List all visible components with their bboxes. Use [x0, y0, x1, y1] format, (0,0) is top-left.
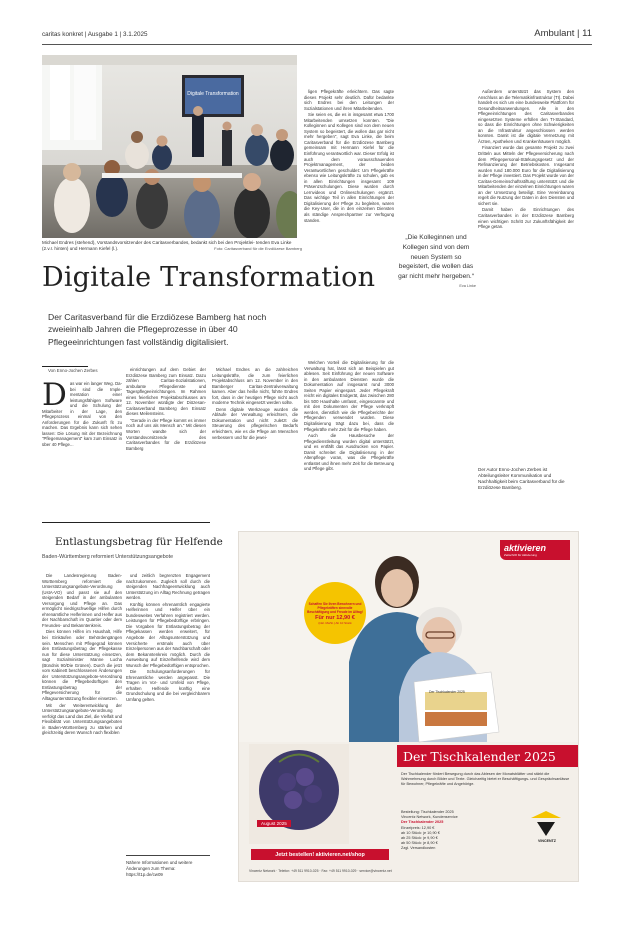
- order-line: Der Tischkalender 2025: [401, 820, 444, 825]
- article-paragraph: einrichtungen auf dem Gebiet der Erzdiözese Bamberg zum Einsatz. Dazu zählen Caritas-Sozialstationen, ambulante Pflegedienste und Tagespflegeeinrichtungen. Im Rahmen eines feierlichen Projektabschlusses am 12. November würdigte der Diözesan-Caritasverband Bamberg den Einsatz dieses Meilensteins.: [126, 367, 206, 417]
- sidebar-paragraph: Dies können Hilfen im Haushalt, Hilfe bei Einkäufen oder Behördengängen sein. Menschen mit Pflegegrad können den Entlastungsbetrag der Pflegekasse nun für diese Unterstützung einsetzen, sagt Sozialminister Manne Lucha (Bündnis 90/Die Grünen). Durch die jetzt vom Kabinett beschlossenen Änderungen der Unterstützungsangebote-Verordnung können die Pflegebedürftigen den Entlastungsbetrag der Pflegeversicherung für die Alltagsunterstützung flexibler einsetzen.: [42, 629, 122, 702]
- order-line: Einzelpreis: 12,90 €: [401, 825, 435, 830]
- article-col-4: [304, 89, 394, 359]
- header-rule: [42, 44, 592, 45]
- article-col-2: [126, 367, 206, 517]
- article-paragraph: Damit haben die Einrichtungen des Caritasverbandes in der Erzdiözese Bamberg einen wichtigen Schritt zur Zukunftsfähigkeit der Pflege getan.: [478, 207, 574, 230]
- sidebar-rule: [42, 522, 210, 523]
- photo-caption-text: Michael Endres (stehend), Vorstandsvorsitzender des Caritasverbandes, bedankt sich bei den Projektlei- tenden Eva Linke (2.v.r. hinten) und Hermann Kiefel (l.).: [42, 240, 292, 251]
- pull-quote-attribution: Eva Linke: [459, 283, 476, 288]
- advertisement: [238, 531, 579, 882]
- sidebar-col-2: [126, 573, 210, 831]
- order-line: ab 25 Stück: je 9,90 €: [401, 836, 438, 841]
- ad-cta-button[interactable]: [251, 849, 389, 860]
- article-col-1-text: as war ein langer Weg. Da- bei sind die Imple- mentation einer leistungsfähigen Software und die Schulung der Mitarbeiter in der Lage, den Pflegeprozess einmal von den Anforderungen für die Zukunft fit zu machen. Das Ergebnis kann sich sehen lassen: Die Lösung mit der Bezeichnung "Pflegemanagement" kam zum Einsatz in über 40 Pflege...: [42, 381, 122, 448]
- article-paragraph: Welchen Vorteil die Digitalisierung für die Verwaltung hat, lässt sich an Beispielen gut ablesen. Seit Einführung der neuen Software in den ambulanten Diensten wurde die Dokumentation auf insgesamt rund 3000 Seiten Papier eingespart. Jeder Pflegekraft reicht ein digitales Endgerät, das zwischen 280 bis 500 Haushalte umfasst, eingescannte und mit den Dokumenten der Pflege verknüpft werden, dienstlich wie die Pflegeberichte der Pflegenden verwendet wurden. Diese Digitalisierung trägt dazu bei, dass die Pflegekräfte mehr Zeit für die Pflege haben.: [304, 360, 394, 432]
- article-paragraph: Auch die Hausbesuche der Pflegedienstleitung wurden digital unterstützt, und es entfällt das Ausdrucken von Papier. Damit schreitet die Digitalisierung in der Altenpflege voran, was die Pflegekräfte entlastet und ihnen mehr Zeit für die Betreuung und Pflege gibt.: [304, 433, 394, 472]
- article-paragraph: ligen Pflegekräfte erleichtern. Das sagte dieses Projekt sehr deutlich. Dafür bedankte sich Endres bei den Leitungen der Sozialstationen und ihren Mitarbeitenden.: [304, 89, 394, 111]
- sidebar-subhead: Baden-Württemberg reformiert Unterstützungsangebote: [42, 554, 174, 560]
- pull-quote-text: „Die Kolleginnen und Kollegen sind von dem neuen System so begeistert, die wollen das gar nicht mehr hergeben.“: [398, 234, 474, 281]
- article-paragraph: Finanziert wurde das gesamte Projekt zu zwei Dritteln aus Mitteln der Pflegeversicherung nach dem Pflegepersonal-Stärkungsgesetz und der Refinanzierung der Betriebskosten. Insgesamt wurden rund 180.000 Euro für die Digitalisierung in der Pflege investiert. Das Projekt wurde von der Caritas-Gemeinschaftsstiftung unterstützt und die Mitarbeitenden der einzelnen Einrichtungen waren an der Umsetzung beteiligt. Eine Vereinbarung regelt die Nutzung der Daten in den Diensten und sichert sie.: [478, 145, 574, 206]
- ad-tagline: Der Tischkalender 2025: [403, 748, 556, 764]
- article-paragraph: "Gerade in der Pflege kommt es immer noch auf uns als Mensch an." Mit diesen Worten wandte sich der Vorstandsvorsitzende des Caritasverbandes für die Erzdiözese Bamberg: [126, 417, 206, 451]
- article-headline: Digitale Transformation: [42, 262, 376, 293]
- ad-brand-name: aktivieren: [504, 543, 547, 553]
- article-paragraph: Sie seien es, die es in insgesamt etwa 1700 Mitarbeitenden umsetzen konnten. "Die Kolleginnen und Kollegen sind von dem neuen System so begeistert, die wollen das gar nicht mehr hergeben", sagt Eva Linke, die beim Caritasverband für die Erzdiözese Bamberg gemeinsam mit Hermann Kiefel für die Einführung verantwortlich war. Dieser Erfolg ist auch dem vorausschauenden Projektmanagement, der beiden Verantwortlichen geschuldet: Um Pflegekräfte ebenso wie Leitungskräfte zu schulen, gab es in allen Einrichtungen insgesamt 109 Präsenzschulungen. Diese wurden durch Lernvideos und Onlineschulungen ergänzt. Das wichtige Teil in allen Einrichtungen der Digitalisierung der Pflege zu begleiten, waren die Key-User, die in den einzelnen Diensten als ständige Ansprechpartner zur Verfügung standen.: [304, 112, 394, 223]
- order-line: ab 10 Stück: je 10,90 €: [401, 830, 440, 835]
- price-starburst: [304, 582, 366, 644]
- article-col-5: [304, 360, 394, 518]
- screen-label: Digitale Transformation: [187, 91, 239, 97]
- dropcap: D: [42, 381, 67, 413]
- ad-order-box: [401, 810, 497, 852]
- byline-rule: [42, 366, 88, 367]
- article-col-6: [478, 89, 574, 447]
- pull-quote: [396, 233, 476, 288]
- ad-publisher: VINCENTZ: [538, 839, 556, 843]
- article-col-1: [42, 381, 122, 517]
- ad-tagline-banner: [397, 745, 578, 767]
- photo-credit: Foto: Caritasverband für die Erzdiözese Bamberg: [214, 246, 302, 251]
- starburst-text: Schaffen Sie Ihren Bewohnern und Pflegekräften sinnvolle Beschäftigung und Freude im Alltag!: [307, 601, 363, 614]
- main-photo: [42, 55, 297, 238]
- sidebar-notice-text: Nähere Informationen und weitere Änderungen zum Thema: https://t1p.de/cw09: [126, 860, 193, 877]
- ad-cta-label: Jetzt bestellen! aktivieren.net/shop: [275, 851, 365, 858]
- sidebar-paragraph: Künftig können ehrenamtlich engagierte Helferinnen und Helfer über ein bundesweites Verfahren registriert werden. Leistungen für Pflegebedürftige erbringen. Die Vorgaben für Entlastungsbetrag der Pflegekassen werden erweitert, für Angebote der Alltagsunterstützung und Versicherte erstmals auch über Einzelpersonen aus der Nachbarschaft oder dem Bekanntenkreis möglich. Durch die Ausweitung auf Einzelhelfende wird dem Wunsch der Pflegebedürftigen entsprochen.: [126, 601, 210, 668]
- order-line: Zzgl. Versandkosten: [401, 846, 436, 851]
- ad-footer: Vincentz Network · Telefon: +49 511 9910-025 · Fax: +49 511 9910-029 · service@vincentz.net: [249, 869, 392, 873]
- page-header-left: caritas konkret | Ausgabe 1 | 3.1.2025: [42, 31, 148, 38]
- sidebar-col-1: [42, 573, 122, 887]
- sidebar-headline: Entlastungsbetrag für Helfende: [55, 536, 223, 548]
- price-label: Für nur 12,90 €: [315, 614, 355, 621]
- ad-month-label: August 2025: [257, 820, 291, 827]
- sidebar-notice: [126, 855, 210, 878]
- sidebar-paragraph: und zeitlich begrenzten Engagement nachzukommen. Zugleich soll durch die steigenden Nachfrageentwicklung auch Unterstützung im Alltag Rechnung getragen werden.: [126, 573, 210, 601]
- ad-brand-sub: Zeitschrift für Aktivierung: [504, 553, 537, 557]
- article-lead: Der Caritasverband für die Erzdiözese Bamberg hat noch zweieinhalb Jahren die Pflegeprozesse in über 40 Pflegeeinrichtungen fast vollständig digitalisiert.: [48, 312, 267, 347]
- price-sub: (inkl. MwSt.) Ab 10 Stück: [318, 620, 352, 625]
- author-note: Der Autor Enno-Jochen Zerbes ist Abteilungsleiter Kommunikation und Nachhaltigkeit beim Caritasverband für die Erzdiözese Bamberg.: [478, 467, 565, 491]
- article-paragraph: Denn digitale Werkzeuge wurden die Abläufe der Verwaltung erleichtern, die Dokumentation und nicht zuletzt die Steuerung des pflegerischen Bedarfs erleichtern, wie es die Pflege am Menschen verbessern und für die jewei-: [212, 406, 298, 440]
- article-byline: Von Enno-Jochen Zerbes: [48, 368, 98, 373]
- calendar-title: Der Tischkalender 2025: [429, 690, 465, 694]
- ad-brand: [500, 540, 570, 560]
- page-header-right: Ambulant | 11: [534, 28, 592, 39]
- ad-description: Der Tischkalender fördert Bewegung durch das Ablesen der Monatsblätter und stärkt die Wahrnehmung durch Bilder und Texte. Gleichzeitig bietet er Beschäftigungs- und Gesprächsanlässe für Bewohner, Pflegekräfte und Angehörige.: [401, 772, 570, 786]
- article-paragraph: Außerdem unterstützt das System den Anschluss an die Telematikinfrastruktur (TI). Dabei handelt es sich um eine bundesweite Plattform für Gesundheitsanwendungen. Alle in den Pflegeeinrichtungen des Caritasverbandes eingesetzten Systeme erfüllen den TI-Standard, so dass die Einrichtungen ohne Schwierigkeiten an die Infrastruktur angeschlossen werden konnten. Damit ist die digitale Vernetzung mit Ärzten, Apotheken und Krankenhäusern möglich.: [478, 89, 574, 144]
- sidebar-paragraph: Die Landesregierung Baden-Württemberg reformiert die Unterstützungsangebote-Verordnung (UstA-VO) und passt sie auf den steigenden Bedarf in der ambulanten Versorgung und Pflege an. Das ermöglicht niedrigschwellige Hilfen durch ehrenamtliche Helferinnen und Helfer aus der Nachbarschaft im Quartier oder dem Freundes- und Bekanntenkreis.: [42, 573, 122, 628]
- article-col-3: [212, 367, 298, 517]
- sidebar-paragraph: Die Schulungsanforderungen für Ehrenamtliche werden angepasst. Die Tragen im Vor- und Umfeld von Pflege, erhalten Helfende künftig eine Grundschulung und die bei vergleichbarem Umfang gelten.: [126, 669, 210, 703]
- order-line: ab 50 Stück: je 8,90 €: [401, 841, 438, 846]
- order-line: Vincentz Network, Kundenservice: [401, 815, 458, 820]
- order-line: Bestellung: Tischkalender 2025: [401, 810, 454, 814]
- photo-caption: [42, 240, 302, 252]
- article-paragraph: Michael Endres an die zahlreichen Leitungskräfte, die zum feierlichen Projektabschluss am 12. November in den Bamberger Caritas-Zentralverwaltung kamen. Aber das heiße nicht, führte Endres fort, dass in der heutigen Pflege nicht auch moderne Technik eingesetzt werden sollte.: [212, 367, 298, 406]
- sidebar-paragraph: Mit der Weiterentwicklung der Unterstützungsangebote-Verordnung verfolgt das Land das Ziel, die Vielfalt und Flexibilität von Unterstützungsangeboten in Baden-Württemberg zu stärken und gleichzeitig deren Wunsch nach flexiblen: [42, 702, 122, 736]
